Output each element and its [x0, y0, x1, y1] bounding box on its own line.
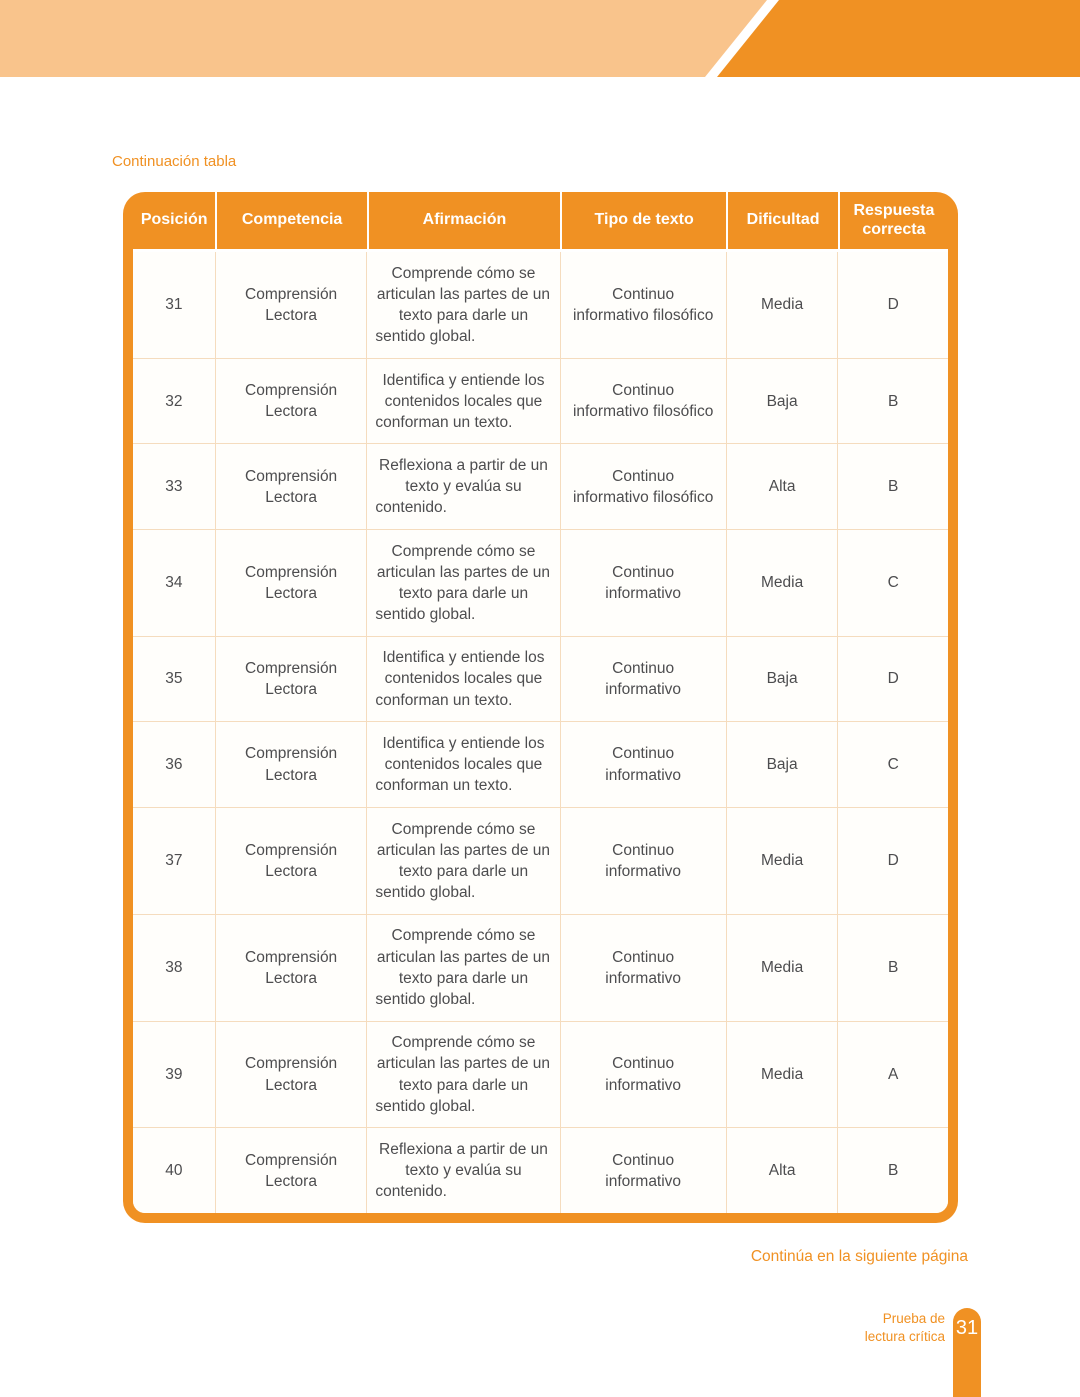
footer-section-line2: lectura crítica	[864, 1329, 945, 1345]
cell-respuesta-correcta: C	[838, 722, 948, 808]
competencia-text: Comprensión Lectora	[245, 285, 338, 324]
tipo-line-1: Continuo	[612, 841, 675, 859]
cell-respuesta-correcta: B	[838, 1128, 948, 1213]
page-number: 31	[955, 1317, 979, 1339]
competencia-text: Comprensión Lectora	[245, 1055, 338, 1094]
cell-posicion: 39	[133, 1021, 215, 1128]
cell-posicion: 31	[133, 252, 215, 358]
top-banner	[0, 0, 1080, 77]
tipo-line-1: Continuo	[612, 1151, 675, 1169]
tipo-line-2: informativo filosófico	[572, 488, 714, 506]
table-row	[133, 1128, 948, 1213]
cell-dificultad: Baja	[726, 722, 838, 808]
cell-tipo-de-texto	[560, 722, 726, 808]
cell-afirmacion: Reflexiona a partir de un texto y evalúa su contenido.	[367, 1128, 560, 1213]
cell-competencia	[215, 914, 367, 1021]
tipo-line-1: Continuo	[612, 563, 675, 581]
cell-afirmacion: Comprende cómo se articulan las partes de un texto para darle un sentido global.	[367, 914, 560, 1021]
tipo-line-2: informativo	[605, 862, 682, 880]
cell-dificultad: Baja	[726, 636, 838, 722]
table-body-wrap	[133, 252, 948, 1213]
cell-posicion: 33	[133, 444, 215, 530]
tipo-line-2: informativo	[605, 1076, 682, 1094]
tipo-line-2: informativo filosófico	[572, 403, 714, 421]
cell-competencia	[215, 358, 367, 444]
results-table-card	[123, 192, 958, 1223]
tipo-line-2: informativo	[605, 681, 682, 699]
cell-respuesta-correcta: C	[838, 529, 948, 636]
competencia-text: Comprensión Lectora	[245, 563, 338, 602]
cell-afirmacion: Comprende cómo se articulan las partes de un texto para darle un sentido global.	[367, 807, 560, 914]
competencia-text: Comprensión Lectora	[245, 382, 338, 421]
tipo-line-1: Continuo	[612, 382, 675, 400]
cell-afirmacion: Comprende cómo se articulan las partes de un texto para darle un sentido global.	[367, 529, 560, 636]
cell-respuesta-correcta: A	[838, 1021, 948, 1128]
cell-afirmacion: Identifica y entiende los contenidos locales que conforman un texto.	[367, 722, 560, 808]
cell-tipo-de-texto	[560, 252, 726, 358]
table-row	[133, 358, 948, 444]
cell-competencia	[215, 1021, 367, 1128]
cell-tipo-de-texto	[560, 358, 726, 444]
cell-posicion: 36	[133, 722, 215, 808]
cell-competencia	[215, 444, 367, 530]
cell-dificultad: Media	[726, 807, 838, 914]
results-table	[133, 252, 948, 1213]
tipo-line-2: informativo	[605, 766, 682, 784]
tipo-line-1: Continuo	[612, 1055, 675, 1073]
cell-competencia	[215, 1128, 367, 1213]
header-respuesta-correcta: Respuesta correcta	[838, 192, 948, 249]
cell-tipo-de-texto	[560, 444, 726, 530]
header-dificultad: Dificultad	[726, 192, 838, 249]
footer-section-label	[865, 1310, 945, 1346]
cell-posicion: 37	[133, 807, 215, 914]
tipo-line-1: Continuo	[612, 948, 675, 966]
table-row	[133, 636, 948, 722]
footer-section-line1: Prueba de	[882, 1311, 945, 1326]
cell-respuesta-correcta: D	[838, 636, 948, 722]
competencia-text: Comprensión Lectora	[245, 659, 338, 699]
cell-dificultad: Media	[726, 914, 838, 1021]
tipo-line-1: Continuo	[612, 467, 675, 485]
cell-tipo-de-texto	[560, 807, 726, 914]
cell-tipo-de-texto	[560, 1128, 726, 1213]
tipo-line-1: Continuo	[612, 659, 675, 677]
table-row	[133, 444, 948, 530]
competencia-text: Comprensión Lectora	[245, 841, 338, 880]
cell-tipo-de-texto	[560, 914, 726, 1021]
competencia-text: Comprensión Lectora	[245, 1151, 338, 1190]
cell-afirmacion: Identifica y entiende los contenidos locales que conforman un texto.	[367, 358, 560, 444]
cell-dificultad: Media	[726, 1021, 838, 1128]
table-row	[133, 252, 948, 358]
tipo-line-2: informativo filosófico	[572, 306, 714, 324]
table-continuation-label: Continuación tabla	[112, 153, 237, 170]
cell-competencia	[215, 636, 367, 722]
cell-afirmacion: Comprende cómo se articulan las partes de un texto para darle un sentido global.	[367, 1021, 560, 1128]
cell-competencia	[215, 252, 367, 358]
cell-tipo-de-texto	[560, 636, 726, 722]
cell-tipo-de-texto	[560, 1021, 726, 1128]
cell-respuesta-correcta: B	[838, 444, 948, 530]
table-header-row	[133, 192, 948, 252]
cell-dificultad: Alta	[726, 1128, 838, 1213]
cell-competencia	[215, 722, 367, 808]
cell-competencia	[215, 529, 367, 636]
table-row	[133, 914, 948, 1021]
cell-posicion: 35	[133, 636, 215, 722]
header-competencia: Competencia	[215, 192, 367, 249]
tipo-line-1: Continuo	[612, 285, 675, 303]
continue-next-page-note: Continúa en la siguiente página	[750, 1248, 968, 1265]
competencia-text: Comprensión Lectora	[245, 948, 338, 987]
tipo-line-2: informativo	[605, 584, 682, 602]
cell-dificultad: Alta	[726, 444, 838, 530]
table-row	[133, 722, 948, 808]
tipo-line-2: informativo	[605, 1172, 682, 1190]
header-tipo-de-texto: Tipo de texto	[560, 192, 726, 249]
table-row	[133, 1021, 948, 1128]
cell-afirmacion: Identifica y entiende los contenidos locales que conforman un texto.	[367, 636, 560, 722]
cell-afirmacion: Reflexiona a partir de un texto y evalúa su contenido.	[367, 444, 560, 530]
cell-posicion: 34	[133, 529, 215, 636]
header-afirmacion: Afirmación	[367, 192, 560, 249]
competencia-text: Comprensión Lectora	[245, 745, 338, 784]
cell-respuesta-correcta: B	[838, 358, 948, 444]
page-number-tab	[953, 1308, 981, 1397]
cell-posicion: 32	[133, 358, 215, 444]
cell-tipo-de-texto	[560, 529, 726, 636]
tipo-line-2: informativo	[605, 969, 682, 987]
header-posicion: Posición	[140, 211, 208, 229]
tipo-line-1: Continuo	[612, 745, 675, 763]
competencia-text: Comprensión Lectora	[245, 467, 338, 506]
table-body	[133, 252, 948, 1213]
cell-respuesta-correcta: D	[838, 252, 948, 358]
cell-dificultad: Media	[726, 252, 838, 358]
cell-respuesta-correcta: D	[838, 807, 948, 914]
cell-respuesta-correcta: B	[838, 914, 948, 1021]
cell-posicion: 40	[133, 1128, 215, 1213]
cell-afirmacion: Comprende cómo se articulan las partes de un texto para darle un sentido global.	[367, 252, 560, 358]
cell-competencia	[215, 807, 367, 914]
cell-dificultad: Baja	[726, 358, 838, 444]
cell-dificultad: Media	[726, 529, 838, 636]
table-row	[133, 529, 948, 636]
table-row	[133, 807, 948, 914]
cell-posicion: 38	[133, 914, 215, 1021]
